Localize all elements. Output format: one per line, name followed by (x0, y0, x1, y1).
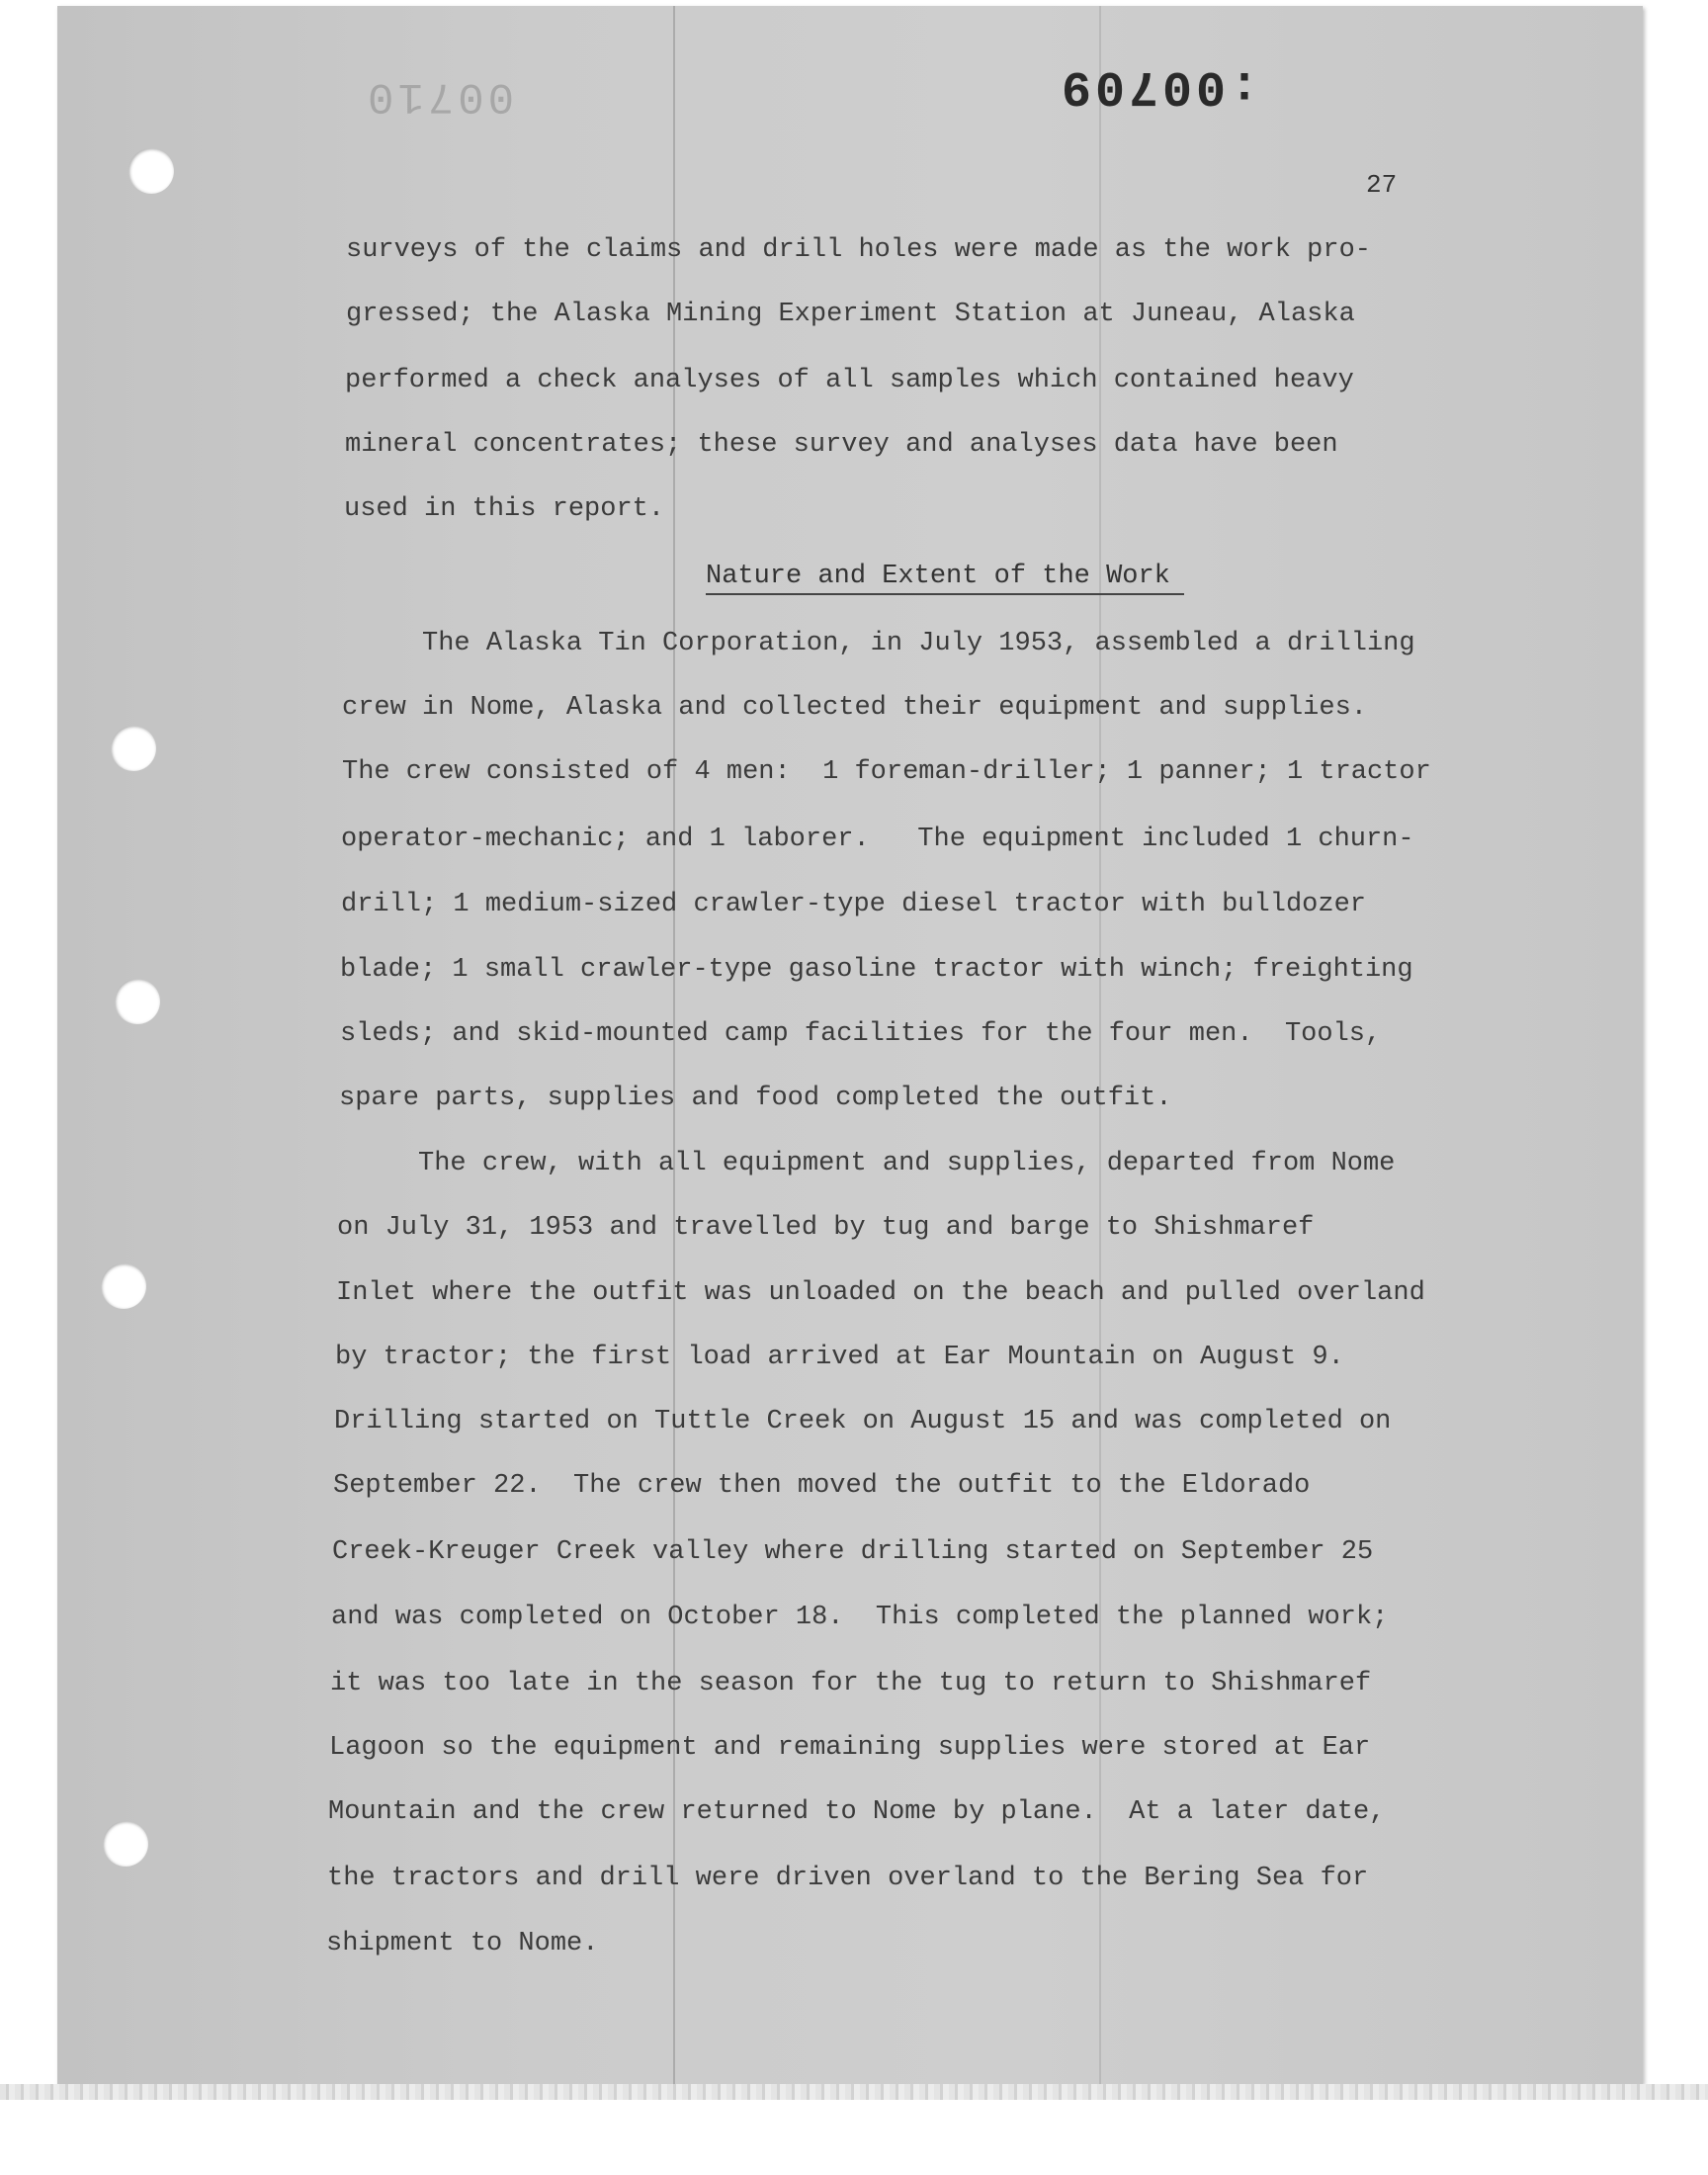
text-line: shipment to Nome. (326, 1929, 599, 1958)
text-line: September 22. The crew then moved the outfit to the Eldorado (333, 1471, 1311, 1501)
text-line: crew in Nome, Alaska and collected their equipment and supplies. (342, 693, 1367, 723)
text-line: Drilling started on Tuttle Creek on August 15 and was completed on (334, 1407, 1392, 1436)
text-line: the tractors and drill were driven overland to the Bering Sea for (327, 1864, 1369, 1893)
text-line: The Alaska Tin Corporation, in July 1953, assembled a drilling (342, 629, 1415, 658)
text-line: and was completed on October 18. This completed the planned work; (331, 1603, 1389, 1632)
text-line: drill; 1 medium-sized crawler-type diesel tractor with bulldozer (341, 890, 1366, 919)
text-line: used in this report. (344, 494, 665, 524)
text-line: it was too late in the season for the tug to return to Shishmaref (330, 1669, 1372, 1698)
text-line: by tractor; the first load arrived at Ear Mountain on August 9. (335, 1343, 1344, 1372)
page-number: 27 (1366, 170, 1398, 200)
text-line: surveys of the claims and drill holes were made as the work pro- (346, 235, 1371, 265)
section-heading: Nature and Extent of the Work (706, 562, 1184, 595)
binder-hole (111, 726, 156, 771)
text-line: mineral concentrates; these survey and analyses data have been (345, 430, 1338, 460)
text-line: The crew, with all equipment and supplies, departed from Nome (338, 1149, 1396, 1178)
text-line: sleds; and skid-mounted camp facilities for the four men. Tools, (340, 1019, 1382, 1049)
text-line: Lagoon so the equipment and remaining supplies were stored at Ear (329, 1733, 1371, 1763)
document-number-stamp: :00709 (1058, 57, 1260, 114)
scan-edge-strip (0, 2084, 1708, 2100)
text-line: blade; 1 small crawler-type gasoline tractor with winch; freighting (340, 955, 1413, 985)
binder-hole (115, 979, 160, 1024)
text-line: Inlet where the outfit was unloaded on the beach and pulled overland (336, 1278, 1425, 1308)
text-line: spare parts, supplies and food completed the outfit. (339, 1084, 1172, 1113)
text-line: The crew consisted of 4 men: 1 foreman-driller; 1 panner; 1 tractor (342, 757, 1431, 787)
binder-hole (128, 148, 174, 194)
text-line: performed a check analyses of all samples which contained heavy (345, 366, 1354, 395)
text-line: on July 31, 1953 and travelled by tug and barge to Shishmaref (337, 1213, 1315, 1243)
text-line: Creek-Kreuger Creek valley where drilling started on September 25 (332, 1537, 1374, 1567)
text-line: operator-mechanic; and 1 laborer. The equipment included 1 churn- (341, 825, 1414, 854)
text-line: gressed; the Alaska Mining Experiment Station at Juneau, Alaska (346, 300, 1355, 329)
binder-hole (101, 1263, 146, 1309)
text-line: Mountain and the crew returned to Nome by plane. At a later date, (328, 1797, 1386, 1827)
bleed-through-stamp: 00710 (364, 71, 515, 121)
binder-hole (103, 1821, 148, 1867)
